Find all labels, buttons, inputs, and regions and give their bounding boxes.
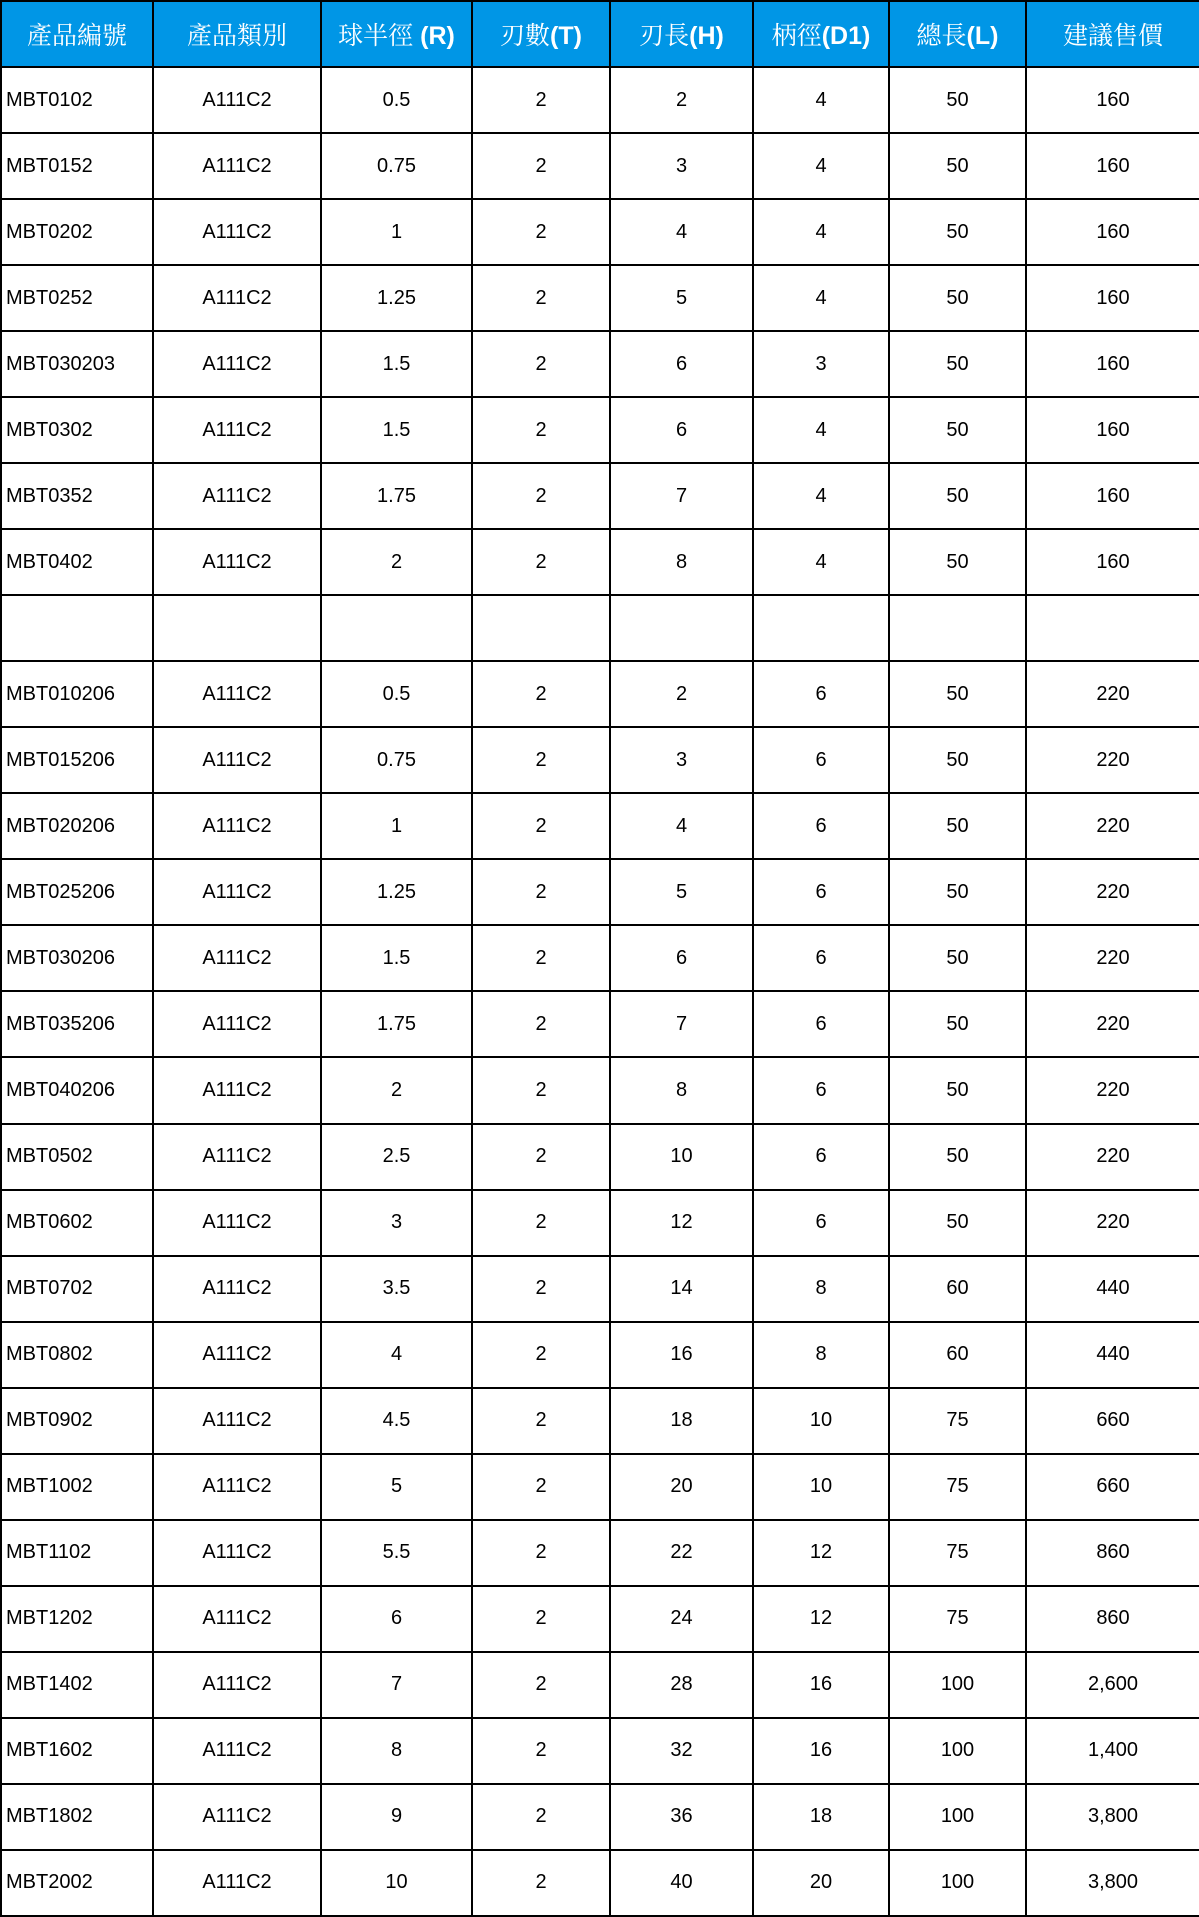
empty-cell[interactable] <box>753 595 889 661</box>
cell-suggested-price[interactable]: 660 <box>1026 1454 1199 1520</box>
table-row <box>1 661 1199 727</box>
cell-flute-count[interactable]: 2 <box>472 265 610 331</box>
cell-product-category[interactable]: A111C2 <box>153 265 321 331</box>
cell-shank-diameter[interactable]: 16 <box>753 1718 889 1784</box>
cell-flute-count[interactable]: 2 <box>472 1057 610 1123</box>
cell-overall-length[interactable]: 100 <box>889 1850 1026 1916</box>
cell-ball-radius[interactable]: 4 <box>321 1322 472 1388</box>
cell-product-category[interactable]: A111C2 <box>153 331 321 397</box>
cell-flute-length[interactable]: 36 <box>610 1784 753 1850</box>
cell-flute-length[interactable]: 40 <box>610 1850 753 1916</box>
table-row <box>1 859 1199 925</box>
column-header-unit: (T) <box>550 22 582 50</box>
cell-suggested-price[interactable]: 220 <box>1026 1057 1199 1123</box>
cell-product-category[interactable]: A111C2 <box>153 1718 321 1784</box>
table-row <box>1 1256 1199 1322</box>
cell-flute-length[interactable]: 4 <box>610 793 753 859</box>
table-row <box>1 1388 1199 1454</box>
cell-product-code[interactable]: MBT0352 <box>1 463 153 529</box>
cell-overall-length[interactable]: 60 <box>889 1322 1026 1388</box>
column-header-label: 建議售價 <box>1062 21 1163 50</box>
cell-shank-diameter[interactable]: 6 <box>753 727 889 793</box>
cell-shank-diameter[interactable]: 6 <box>753 925 889 991</box>
cell-shank-diameter[interactable]: 3 <box>753 331 889 397</box>
cell-product-category[interactable]: A111C2 <box>153 397 321 463</box>
cell-product-code[interactable]: MBT015206 <box>1 727 153 793</box>
empty-cell[interactable] <box>1 595 153 661</box>
table-row <box>1 1057 1199 1123</box>
cell-flute-length[interactable]: 32 <box>610 1718 753 1784</box>
cell-suggested-price[interactable]: 3,800 <box>1026 1784 1199 1850</box>
table-row <box>1 793 1199 859</box>
empty-cell[interactable] <box>153 595 321 661</box>
cell-overall-length[interactable]: 50 <box>889 1190 1026 1256</box>
cell-product-code[interactable]: MBT035206 <box>1 991 153 1057</box>
cell-product-code[interactable]: MBT010206 <box>1 661 153 727</box>
column-header-unit: (D1) <box>821 22 871 50</box>
empty-cell[interactable] <box>321 595 472 661</box>
cell-suggested-price[interactable]: 440 <box>1026 1322 1199 1388</box>
cell-shank-diameter[interactable]: 4 <box>753 397 889 463</box>
column-header-label: 刃數 <box>500 21 551 50</box>
cell-product-code[interactable]: MBT0802 <box>1 1322 153 1388</box>
cell-product-code[interactable]: MBT0252 <box>1 265 153 331</box>
cell-overall-length[interactable]: 50 <box>889 463 1026 529</box>
cell-flute-count[interactable]: 2 <box>472 661 610 727</box>
cell-product-code[interactable]: MBT1602 <box>1 1718 153 1784</box>
cell-product-category[interactable]: A111C2 <box>153 1388 321 1454</box>
cell-flute-length[interactable]: 8 <box>610 529 753 595</box>
cell-overall-length[interactable]: 50 <box>889 925 1026 991</box>
cell-shank-diameter[interactable]: 6 <box>753 793 889 859</box>
cell-suggested-price[interactable]: 160 <box>1026 133 1199 199</box>
cell-flute-length[interactable]: 6 <box>610 925 753 991</box>
cell-flute-count[interactable]: 2 <box>472 1124 610 1190</box>
cell-ball-radius[interactable]: 3 <box>321 1190 472 1256</box>
cell-flute-count[interactable]: 2 <box>472 1850 610 1916</box>
column-header-shank-diameter[interactable] <box>753 1 889 67</box>
cell-overall-length[interactable]: 50 <box>889 133 1026 199</box>
cell-overall-length[interactable]: 100 <box>889 1784 1026 1850</box>
cell-flute-count[interactable]: 2 <box>472 925 610 991</box>
cell-overall-length[interactable]: 100 <box>889 1718 1026 1784</box>
cell-ball-radius[interactable]: 8 <box>321 1718 472 1784</box>
cell-product-category[interactable]: A111C2 <box>153 859 321 925</box>
cell-shank-diameter[interactable]: 12 <box>753 1520 889 1586</box>
cell-product-category[interactable]: A111C2 <box>153 727 321 793</box>
cell-product-code[interactable]: MBT0202 <box>1 199 153 265</box>
cell-flute-count[interactable]: 2 <box>472 1718 610 1784</box>
cell-shank-diameter[interactable]: 6 <box>753 991 889 1057</box>
table-row <box>1 331 1199 397</box>
cell-flute-length[interactable]: 2 <box>610 67 753 133</box>
cell-overall-length[interactable]: 100 <box>889 1652 1026 1718</box>
cell-product-code[interactable]: MBT020206 <box>1 793 153 859</box>
cell-flute-count[interactable]: 2 <box>472 1586 610 1652</box>
cell-flute-count[interactable]: 2 <box>472 1652 610 1718</box>
cell-overall-length[interactable]: 50 <box>889 991 1026 1057</box>
column-header-label: 柄徑 <box>771 21 822 50</box>
cell-shank-diameter[interactable]: 10 <box>753 1388 889 1454</box>
column-header-product-code[interactable] <box>1 1 153 67</box>
cell-shank-diameter[interactable]: 6 <box>753 1057 889 1123</box>
cell-flute-count[interactable]: 2 <box>472 1256 610 1322</box>
cell-overall-length[interactable]: 50 <box>889 727 1026 793</box>
cell-shank-diameter[interactable]: 10 <box>753 1454 889 1520</box>
cell-overall-length[interactable]: 50 <box>889 67 1026 133</box>
cell-product-code[interactable]: MBT030206 <box>1 925 153 991</box>
table-row <box>1 1652 1199 1718</box>
cell-product-category[interactable]: A111C2 <box>153 1652 321 1718</box>
cell-suggested-price[interactable]: 220 <box>1026 859 1199 925</box>
cell-shank-diameter[interactable]: 6 <box>753 859 889 925</box>
cell-flute-length[interactable]: 18 <box>610 1388 753 1454</box>
cell-suggested-price[interactable]: 660 <box>1026 1388 1199 1454</box>
cell-shank-diameter[interactable]: 18 <box>753 1784 889 1850</box>
cell-flute-length[interactable]: 12 <box>610 1190 753 1256</box>
cell-ball-radius[interactable]: 7 <box>321 1652 472 1718</box>
cell-flute-count[interactable]: 2 <box>472 397 610 463</box>
cell-product-category[interactable]: A111C2 <box>153 1124 321 1190</box>
cell-overall-length[interactable]: 50 <box>889 793 1026 859</box>
column-header-suggested-price[interactable] <box>1026 1 1199 67</box>
empty-cell[interactable] <box>889 595 1026 661</box>
cell-suggested-price[interactable]: 220 <box>1026 991 1199 1057</box>
cell-flute-length[interactable]: 28 <box>610 1652 753 1718</box>
cell-flute-length[interactable]: 5 <box>610 859 753 925</box>
cell-product-code[interactable]: MBT1802 <box>1 1784 153 1850</box>
cell-overall-length[interactable]: 50 <box>889 529 1026 595</box>
cell-product-code[interactable]: MBT0152 <box>1 133 153 199</box>
cell-flute-length[interactable]: 7 <box>610 991 753 1057</box>
cell-ball-radius[interactable]: 10 <box>321 1850 472 1916</box>
cell-ball-radius[interactable]: 1.5 <box>321 331 472 397</box>
table-row <box>1 1322 1199 1388</box>
cell-flute-count[interactable]: 2 <box>472 793 610 859</box>
cell-product-category[interactable]: A111C2 <box>153 1190 321 1256</box>
table-row <box>1 1784 1199 1850</box>
cell-suggested-price[interactable]: 160 <box>1026 397 1199 463</box>
cell-product-category[interactable]: A111C2 <box>153 1850 321 1916</box>
cell-product-category[interactable]: A111C2 <box>153 133 321 199</box>
cell-suggested-price[interactable]: 160 <box>1026 67 1199 133</box>
cell-suggested-price[interactable]: 160 <box>1026 529 1199 595</box>
cell-suggested-price[interactable]: 860 <box>1026 1586 1199 1652</box>
cell-flute-count[interactable]: 2 <box>472 1454 610 1520</box>
cell-flute-count[interactable]: 2 <box>472 331 610 397</box>
cell-product-code[interactable]: MBT030203 <box>1 331 153 397</box>
table-row <box>1 1520 1199 1586</box>
empty-cell[interactable] <box>472 595 610 661</box>
cell-product-category[interactable]: A111C2 <box>153 991 321 1057</box>
cell-flute-count[interactable]: 2 <box>472 1322 610 1388</box>
table-row <box>1 727 1199 793</box>
cell-flute-length[interactable]: 24 <box>610 1586 753 1652</box>
cell-overall-length[interactable]: 60 <box>889 1256 1026 1322</box>
cell-flute-length[interactable]: 20 <box>610 1454 753 1520</box>
cell-product-code[interactable]: MBT1102 <box>1 1520 153 1586</box>
cell-ball-radius[interactable]: 0.5 <box>321 67 472 133</box>
table-row <box>1 1718 1199 1784</box>
cell-product-code[interactable]: MBT0502 <box>1 1124 153 1190</box>
cell-product-category[interactable]: A111C2 <box>153 463 321 529</box>
cell-shank-diameter[interactable]: 4 <box>753 265 889 331</box>
cell-shank-diameter[interactable]: 6 <box>753 1124 889 1190</box>
cell-ball-radius[interactable]: 1 <box>321 793 472 859</box>
cell-flute-count[interactable]: 2 <box>472 529 610 595</box>
column-header-flute-length[interactable] <box>610 1 753 67</box>
cell-ball-radius[interactable]: 2 <box>321 1057 472 1123</box>
cell-ball-radius[interactable]: 5.5 <box>321 1520 472 1586</box>
column-header-product-category[interactable] <box>153 1 321 67</box>
cell-overall-length[interactable]: 75 <box>889 1454 1026 1520</box>
table-row <box>1 67 1199 133</box>
cell-product-code[interactable]: MBT0902 <box>1 1388 153 1454</box>
table-body <box>1 67 1199 1916</box>
cell-shank-diameter[interactable]: 4 <box>753 133 889 199</box>
cell-suggested-price[interactable]: 1,400 <box>1026 1718 1199 1784</box>
column-header-unit: (L) <box>966 22 999 50</box>
cell-product-category[interactable]: A111C2 <box>153 1784 321 1850</box>
empty-cell[interactable] <box>1026 595 1199 661</box>
table-row <box>1 199 1199 265</box>
cell-product-code[interactable]: MBT0402 <box>1 529 153 595</box>
table-row <box>1 1454 1199 1520</box>
cell-overall-length[interactable]: 50 <box>889 397 1026 463</box>
cell-overall-length[interactable]: 75 <box>889 1388 1026 1454</box>
cell-flute-count[interactable]: 2 <box>472 463 610 529</box>
column-header-ball-radius[interactable] <box>321 1 472 67</box>
cell-flute-length[interactable]: 7 <box>610 463 753 529</box>
cell-ball-radius[interactable]: 5 <box>321 1454 472 1520</box>
cell-suggested-price[interactable]: 220 <box>1026 661 1199 727</box>
cell-flute-length[interactable]: 14 <box>610 1256 753 1322</box>
cell-overall-length[interactable]: 75 <box>889 1520 1026 1586</box>
cell-product-category[interactable]: A111C2 <box>153 1586 321 1652</box>
cell-flute-length[interactable]: 3 <box>610 727 753 793</box>
table-row <box>1 991 1199 1057</box>
table-row <box>1 265 1199 331</box>
table-row <box>1 1190 1199 1256</box>
cell-product-code[interactable]: MBT1202 <box>1 1586 153 1652</box>
cell-overall-length[interactable]: 50 <box>889 1057 1026 1123</box>
cell-product-category[interactable]: A111C2 <box>153 1454 321 1520</box>
cell-product-category[interactable]: A111C2 <box>153 1256 321 1322</box>
cell-product-code[interactable]: MBT1402 <box>1 1652 153 1718</box>
cell-flute-count[interactable]: 2 <box>472 991 610 1057</box>
cell-flute-count[interactable]: 2 <box>472 133 610 199</box>
cell-suggested-price[interactable]: 160 <box>1026 463 1199 529</box>
empty-row <box>1 595 1199 661</box>
cell-flute-length[interactable]: 5 <box>610 265 753 331</box>
column-header-unit: (H) <box>689 22 724 50</box>
column-header-label: 刃長 <box>639 21 690 50</box>
cell-shank-diameter[interactable]: 4 <box>753 67 889 133</box>
cell-ball-radius[interactable]: 0.75 <box>321 727 472 793</box>
cell-flute-length[interactable]: 16 <box>610 1322 753 1388</box>
table-row <box>1 1850 1199 1916</box>
cell-product-code[interactable]: MBT2002 <box>1 1850 153 1916</box>
cell-product-code[interactable]: MBT0702 <box>1 1256 153 1322</box>
cell-product-code[interactable]: MBT025206 <box>1 859 153 925</box>
cell-flute-count[interactable]: 2 <box>472 1388 610 1454</box>
cell-suggested-price[interactable]: 220 <box>1026 793 1199 859</box>
cell-suggested-price[interactable]: 160 <box>1026 199 1199 265</box>
cell-overall-length[interactable]: 50 <box>889 199 1026 265</box>
cell-product-category[interactable]: A111C2 <box>153 199 321 265</box>
cell-product-category[interactable]: A111C2 <box>153 67 321 133</box>
cell-flute-count[interactable]: 2 <box>472 199 610 265</box>
cell-flute-length[interactable]: 6 <box>610 331 753 397</box>
cell-product-code[interactable]: MBT0102 <box>1 67 153 133</box>
cell-product-code[interactable]: MBT0602 <box>1 1190 153 1256</box>
cell-shank-diameter[interactable]: 12 <box>753 1586 889 1652</box>
cell-ball-radius[interactable]: 1.25 <box>321 265 472 331</box>
cell-ball-radius[interactable]: 6 <box>321 1586 472 1652</box>
table-row <box>1 1124 1199 1190</box>
cell-suggested-price[interactable]: 440 <box>1026 1256 1199 1322</box>
cell-product-code[interactable]: MBT040206 <box>1 1057 153 1123</box>
table-row <box>1 397 1199 463</box>
cell-flute-count[interactable]: 2 <box>472 859 610 925</box>
cell-ball-radius[interactable]: 4.5 <box>321 1388 472 1454</box>
column-header-label: 總長 <box>916 21 967 50</box>
cell-shank-diameter[interactable]: 4 <box>753 199 889 265</box>
cell-product-category[interactable]: A111C2 <box>153 1322 321 1388</box>
cell-flute-length[interactable]: 3 <box>610 133 753 199</box>
cell-shank-diameter[interactable]: 8 <box>753 1322 889 1388</box>
cell-suggested-price[interactable]: 220 <box>1026 1124 1199 1190</box>
cell-ball-radius[interactable]: 1.5 <box>321 925 472 991</box>
cell-ball-radius[interactable]: 1.75 <box>321 463 472 529</box>
cell-ball-radius[interactable]: 0.75 <box>321 133 472 199</box>
cell-shank-diameter[interactable]: 20 <box>753 1850 889 1916</box>
column-header-unit: (R) <box>413 22 455 50</box>
cell-overall-length[interactable]: 50 <box>889 1124 1026 1190</box>
cell-product-category[interactable]: A111C2 <box>153 529 321 595</box>
table-row <box>1 133 1199 199</box>
cell-product-category[interactable]: A111C2 <box>153 925 321 991</box>
column-header-label: 產品類別 <box>186 21 287 50</box>
cell-product-code[interactable]: MBT0302 <box>1 397 153 463</box>
cell-ball-radius[interactable]: 9 <box>321 1784 472 1850</box>
cell-ball-radius[interactable]: 1.75 <box>321 991 472 1057</box>
cell-shank-diameter[interactable]: 8 <box>753 1256 889 1322</box>
cell-product-category[interactable]: A111C2 <box>153 661 321 727</box>
cell-product-category[interactable]: A111C2 <box>153 793 321 859</box>
column-header-flute-count[interactable] <box>472 1 610 67</box>
cell-shank-diameter[interactable]: 16 <box>753 1652 889 1718</box>
cell-ball-radius[interactable]: 1 <box>321 199 472 265</box>
cell-ball-radius[interactable]: 3.5 <box>321 1256 472 1322</box>
cell-suggested-price[interactable]: 2,600 <box>1026 1652 1199 1718</box>
cell-ball-radius[interactable]: 1.5 <box>321 397 472 463</box>
cell-suggested-price[interactable]: 860 <box>1026 1520 1199 1586</box>
cell-flute-length[interactable]: 22 <box>610 1520 753 1586</box>
cell-flute-count[interactable]: 2 <box>472 67 610 133</box>
table-row <box>1 529 1199 595</box>
cell-suggested-price[interactable]: 160 <box>1026 331 1199 397</box>
cell-overall-length[interactable]: 75 <box>889 1586 1026 1652</box>
header-row <box>1 1 1199 67</box>
cell-ball-radius[interactable]: 1.25 <box>321 859 472 925</box>
cell-flute-count[interactable]: 2 <box>472 1520 610 1586</box>
table-row <box>1 925 1199 991</box>
cell-overall-length[interactable]: 50 <box>889 661 1026 727</box>
table-row <box>1 463 1199 529</box>
table-row <box>1 1586 1199 1652</box>
column-header-overall-length[interactable] <box>889 1 1026 67</box>
cell-flute-count[interactable]: 2 <box>472 727 610 793</box>
cell-shank-diameter[interactable]: 4 <box>753 463 889 529</box>
cell-ball-radius[interactable]: 2 <box>321 529 472 595</box>
cell-product-code[interactable]: MBT1002 <box>1 1454 153 1520</box>
cell-ball-radius[interactable]: 0.5 <box>321 661 472 727</box>
cell-flute-count[interactable]: 2 <box>472 1190 610 1256</box>
cell-flute-length[interactable]: 8 <box>610 1057 753 1123</box>
column-header-label: 球半徑 <box>338 21 414 50</box>
cell-flute-count[interactable]: 2 <box>472 1784 610 1850</box>
cell-shank-diameter[interactable]: 6 <box>753 661 889 727</box>
table-header <box>1 1 1199 67</box>
cell-shank-diameter[interactable]: 6 <box>753 1190 889 1256</box>
cell-product-category[interactable]: A111C2 <box>153 1520 321 1586</box>
cell-suggested-price[interactable]: 3,800 <box>1026 1850 1199 1916</box>
cell-suggested-price[interactable]: 160 <box>1026 265 1199 331</box>
cell-suggested-price[interactable]: 220 <box>1026 1190 1199 1256</box>
column-header-label: 產品編號 <box>26 21 127 50</box>
cell-suggested-price[interactable]: 220 <box>1026 925 1199 991</box>
cell-product-category[interactable]: A111C2 <box>153 1057 321 1123</box>
cell-ball-radius[interactable]: 2.5 <box>321 1124 472 1190</box>
cell-shank-diameter[interactable]: 4 <box>753 529 889 595</box>
empty-cell[interactable] <box>610 595 753 661</box>
cell-flute-length[interactable]: 2 <box>610 661 753 727</box>
cell-overall-length[interactable]: 50 <box>889 265 1026 331</box>
cell-overall-length[interactable]: 50 <box>889 859 1026 925</box>
cell-flute-length[interactable]: 6 <box>610 397 753 463</box>
cell-flute-length[interactable]: 4 <box>610 199 753 265</box>
cell-flute-length[interactable]: 10 <box>610 1124 753 1190</box>
cell-overall-length[interactable]: 50 <box>889 331 1026 397</box>
cell-suggested-price[interactable]: 220 <box>1026 727 1199 793</box>
